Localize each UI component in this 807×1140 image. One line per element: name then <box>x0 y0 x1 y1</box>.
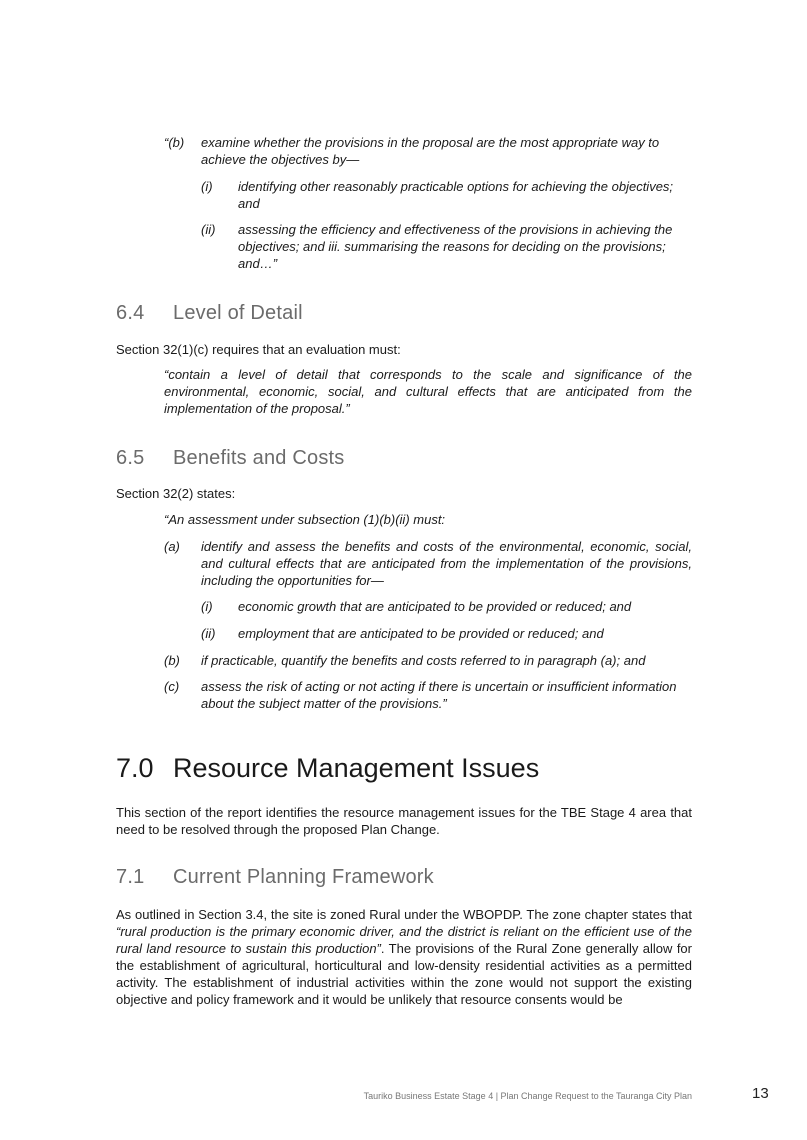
section-7-1-heading <box>116 866 716 892</box>
item-a-label: (a) <box>164 539 180 554</box>
section-6-4-intro: Section 32(1)(c) requires that an evaluation must: <box>116 342 401 357</box>
item-c-label: (c) <box>164 679 180 694</box>
section-6-4-quote: “contain a level of detail that corresponds to the scale and significance of the environmental, economic, social, and cultural effects that are anticipated from the implementation of the proposal.” <box>164 367 692 416</box>
section-6-5-title: Benefits and Costs <box>173 447 345 469</box>
section-6-5-intro: Section 32(2) states: <box>116 486 236 501</box>
quote-b-i-text: identifying other reasonably practicable options for achieving the objectives; and <box>238 179 674 211</box>
section-7-1-body <box>116 906 692 1008</box>
section-6-4-number: 6.4 <box>116 302 145 324</box>
section-6-5-heading <box>116 447 716 473</box>
section-6-5-number: 6.5 <box>116 447 145 469</box>
page-number: 13 <box>752 1085 769 1102</box>
section-7-1-title: Current Planning Framework <box>173 866 434 888</box>
item-b-text: if practicable, quantify the benefits and costs referred to in paragraph (a); and <box>201 653 646 668</box>
footer-text: Tauriko Business Estate Stage 4 | Plan Change Request to the Tauranga City Plan <box>363 1091 692 1101</box>
section-7-0-body: This section of the report identifies the resource management issues for the TBE Stage 4 area that need to be resolved through the proposed Plan Change. <box>116 805 692 837</box>
section-7-1-number: 7.1 <box>116 866 145 888</box>
item-a-ii-label: (ii) <box>201 626 216 641</box>
quote-b-i-label: (i) <box>201 179 213 194</box>
section-6-5-quote-intro: “An assessment under subsection (1)(b)(ii) must: <box>164 512 446 527</box>
section-7-1-body-quote: “rural production is the primary economic driver, and the district is reliant on the efficient use of the rural land resource to sustain this production” <box>116 924 692 956</box>
item-c-text: assess the risk of acting or not acting if there is uncertain or insufficient information about the subject matter of the provisions.” <box>201 679 677 711</box>
section-7-0-heading <box>116 753 736 787</box>
quote-b-ii-text: assessing the efficiency and effectiveness of the provisions in achieving the objectives; and iii. summarising the reasons for deciding on the provisions; and…” <box>238 222 673 271</box>
item-a-text: identify and assess the benefits and costs of the environmental, economic, social, and cultural effects that are anticipated from the implementation of the provisions, including the opportunities for— <box>201 539 692 588</box>
item-a-i-label: (i) <box>201 599 213 614</box>
quote-b-text: examine whether the provisions in the proposal are the most appropriate way to achieve the objectives by— <box>201 135 660 167</box>
item-a-i-text: economic growth that are anticipated to be provided or reduced; and <box>238 599 632 614</box>
quote-b-ii-label: (ii) <box>201 222 216 237</box>
section-7-0-title: Resource Management Issues <box>173 753 540 783</box>
quote-b-label: “(b) <box>164 135 185 150</box>
section-6-4-heading <box>116 302 716 328</box>
item-b-label: (b) <box>164 653 180 668</box>
section-7-1-body-start: As outlined in Section 3.4, the site is zoned Rural under the WBOPDP. The zone chapter states that <box>116 907 692 922</box>
item-a-ii-text: employment that are anticipated to be provided or reduced; and <box>238 626 604 641</box>
section-7-0-number: 7.0 <box>116 753 154 783</box>
section-6-4-title: Level of Detail <box>173 302 303 324</box>
section-7-1-body-end: . The provisions of the Rural Zone generally allow for the establishment of agricultural, horticultural and low-density residential activities as a permitted activity. The establishment of industrial activities within the zone would not support the existing objective and policy framework and it would be unlikely that resource consents would be <box>116 941 692 1007</box>
